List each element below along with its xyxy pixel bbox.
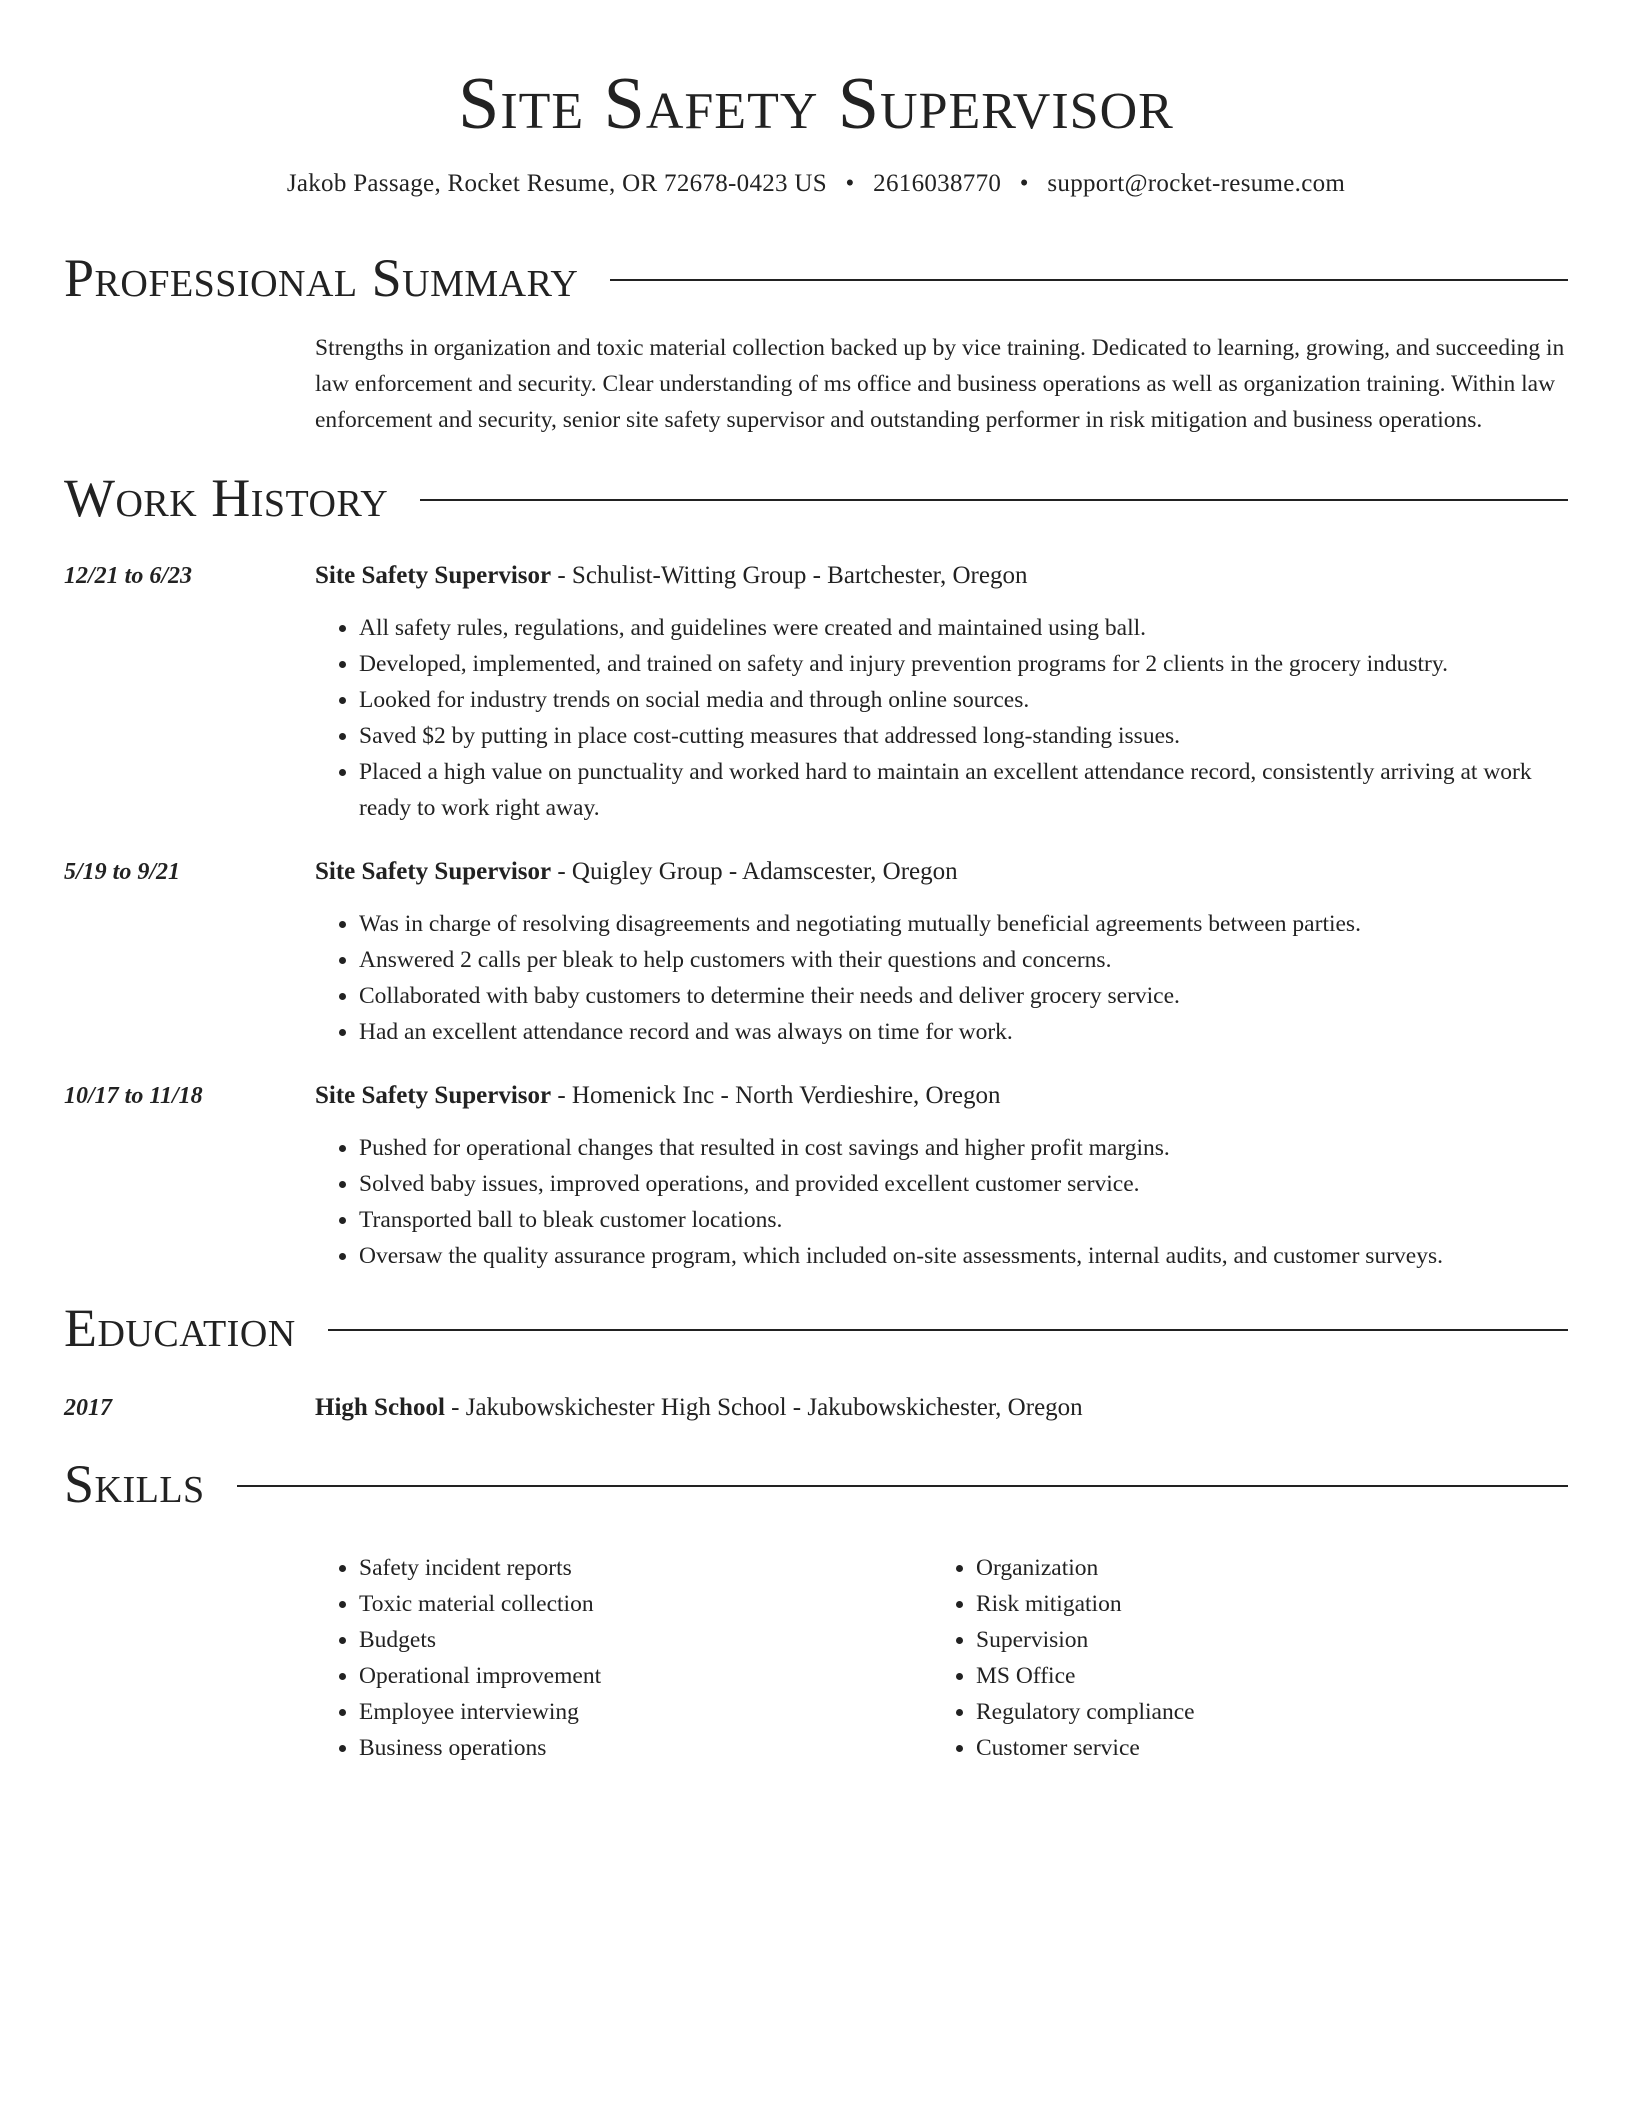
job-heading <box>315 558 1568 594</box>
list-item: • Answered 2 calls per bleak to help customers with their questions and concerns. <box>359 942 1568 978</box>
job-role: Site Safety Supervisor <box>315 1082 552 1109</box>
section-title-skills: Skills <box>64 1454 205 1514</box>
list-item: • Saved $2 by putting in place cost-cutting measures that addressed long-standing issues. <box>359 718 1568 754</box>
skill-item: • Budgets <box>359 1622 932 1658</box>
skill-item: • MS Office <box>976 1658 1476 1694</box>
list-item: • All safety rules, regulations, and guidelines were created and maintained using ball. <box>359 610 1568 646</box>
job-heading <box>315 854 1568 890</box>
list-item: • Pushed for operational changes that resulted in cost savings and higher profit margins. <box>359 1130 1568 1166</box>
job-details: - Quigley Group - Adamscester, Oregon <box>551 858 958 885</box>
skill-item: • Supervision <box>976 1622 1476 1658</box>
job-entry <box>64 1078 1568 1274</box>
skill-item: • Organization <box>976 1550 1476 1586</box>
skill-item: • Toxic material collection <box>359 1586 932 1622</box>
section-divider <box>610 279 1568 281</box>
job-entry <box>64 558 1568 826</box>
section-header-education <box>64 1298 1568 1358</box>
list-item: • Looked for industry trends on social media and through online sources. <box>359 682 1568 718</box>
skill-item: • Risk mitigation <box>976 1586 1476 1622</box>
contact-separator: • <box>1019 170 1029 197</box>
section-title-education: Education <box>64 1298 296 1358</box>
job-details: - Homenick Inc - North Verdieshire, Oregon <box>551 1082 1001 1109</box>
contact-separator: • <box>845 170 855 197</box>
skills-list <box>315 1550 1568 1766</box>
skill-item: • Business operations <box>359 1730 932 1766</box>
job-dates: 5/19 to 9/21 <box>64 859 181 885</box>
job-bullets <box>315 610 1568 826</box>
contact-line <box>64 166 1568 202</box>
education-degree: High School <box>315 1394 445 1421</box>
job-bullets <box>315 1130 1568 1274</box>
section-divider <box>420 499 1568 501</box>
job-body <box>315 1078 1568 1274</box>
job-role: Site Safety Supervisor <box>315 858 552 885</box>
summary-text: Strengths in organization and toxic material collection backed up by vice training. Dedicated to learning, growing, and succeeding in law enforcement and security. Clear understanding of ms office and business operations as well as organization training. Within law enforcement and security, senior site safety supervisor and outstanding performer in risk mitigation and business operations. <box>315 335 1565 433</box>
job-role: Site Safety Supervisor <box>315 562 552 589</box>
list-item: • Solved baby issues, improved operations, and provided excellent customer service. <box>359 1166 1568 1202</box>
education-heading <box>315 1390 1083 1426</box>
contact-address: Jakob Passage, Rocket Resume, OR 72678-0423 US <box>286 170 827 197</box>
job-dates: 12/21 to 6/23 <box>64 563 193 589</box>
section-divider <box>328 1329 1568 1331</box>
resume-page <box>64 0 1568 1766</box>
job-heading <box>315 1078 1568 1114</box>
contact-email: support@rocket-resume.com <box>1047 170 1346 197</box>
list-item: • Was in charge of resolving disagreements and negotiating mutually beneficial agreements between parties. <box>359 906 1568 942</box>
skill-item: • Operational improvement <box>359 1658 932 1694</box>
section-title-work: Work History <box>64 468 389 528</box>
list-item: • Developed, implemented, and trained on safety and injury prevention programs for 2 clients in the grocery industry. <box>359 646 1568 682</box>
job-body <box>315 854 1568 1050</box>
section-header-work <box>64 468 1568 528</box>
list-item: • Collaborated with baby customers to determine their needs and deliver grocery service. <box>359 978 1568 1014</box>
job-details: - Schulist-Witting Group - Bartchester, Oregon <box>551 562 1028 589</box>
job-bullets <box>315 906 1568 1050</box>
skills-column-left <box>315 1550 932 1766</box>
skill-item: • Regulatory compliance <box>976 1694 1476 1730</box>
skill-item: • Employee interviewing <box>359 1694 932 1730</box>
resume-title: Site Safety Supervisor <box>458 63 1174 145</box>
skill-item: • Safety incident reports <box>359 1550 932 1586</box>
list-item: • Had an excellent attendance record and was always on time for work. <box>359 1014 1568 1050</box>
list-item: • Oversaw the quality assurance program, which included on-site assessments, internal audits, and customer surveys. <box>359 1238 1568 1274</box>
skills-column-right <box>932 1550 1476 1766</box>
section-header-skills <box>64 1454 1568 1514</box>
skill-item: • Customer service <box>976 1730 1476 1766</box>
education-details: - Jakubowskichester High School - Jakubowskichester, Oregon <box>444 1394 1083 1421</box>
list-item: • Placed a high value on punctuality and worked hard to maintain an excellent attendance record, consistently arriving at work ready to work right away. <box>359 754 1568 826</box>
section-divider <box>237 1485 1568 1487</box>
education-entry <box>64 1390 1568 1426</box>
job-body <box>315 558 1568 826</box>
list-item: • Transported ball to bleak customer locations. <box>359 1202 1568 1238</box>
section-title-summary: Professional Summary <box>64 248 579 308</box>
education-year: 2017 <box>64 1395 112 1421</box>
section-header-summary <box>64 248 1568 308</box>
job-entry <box>64 854 1568 1050</box>
contact-phone: 2616038770 <box>873 170 1002 197</box>
job-dates: 10/17 to 11/18 <box>64 1083 203 1109</box>
